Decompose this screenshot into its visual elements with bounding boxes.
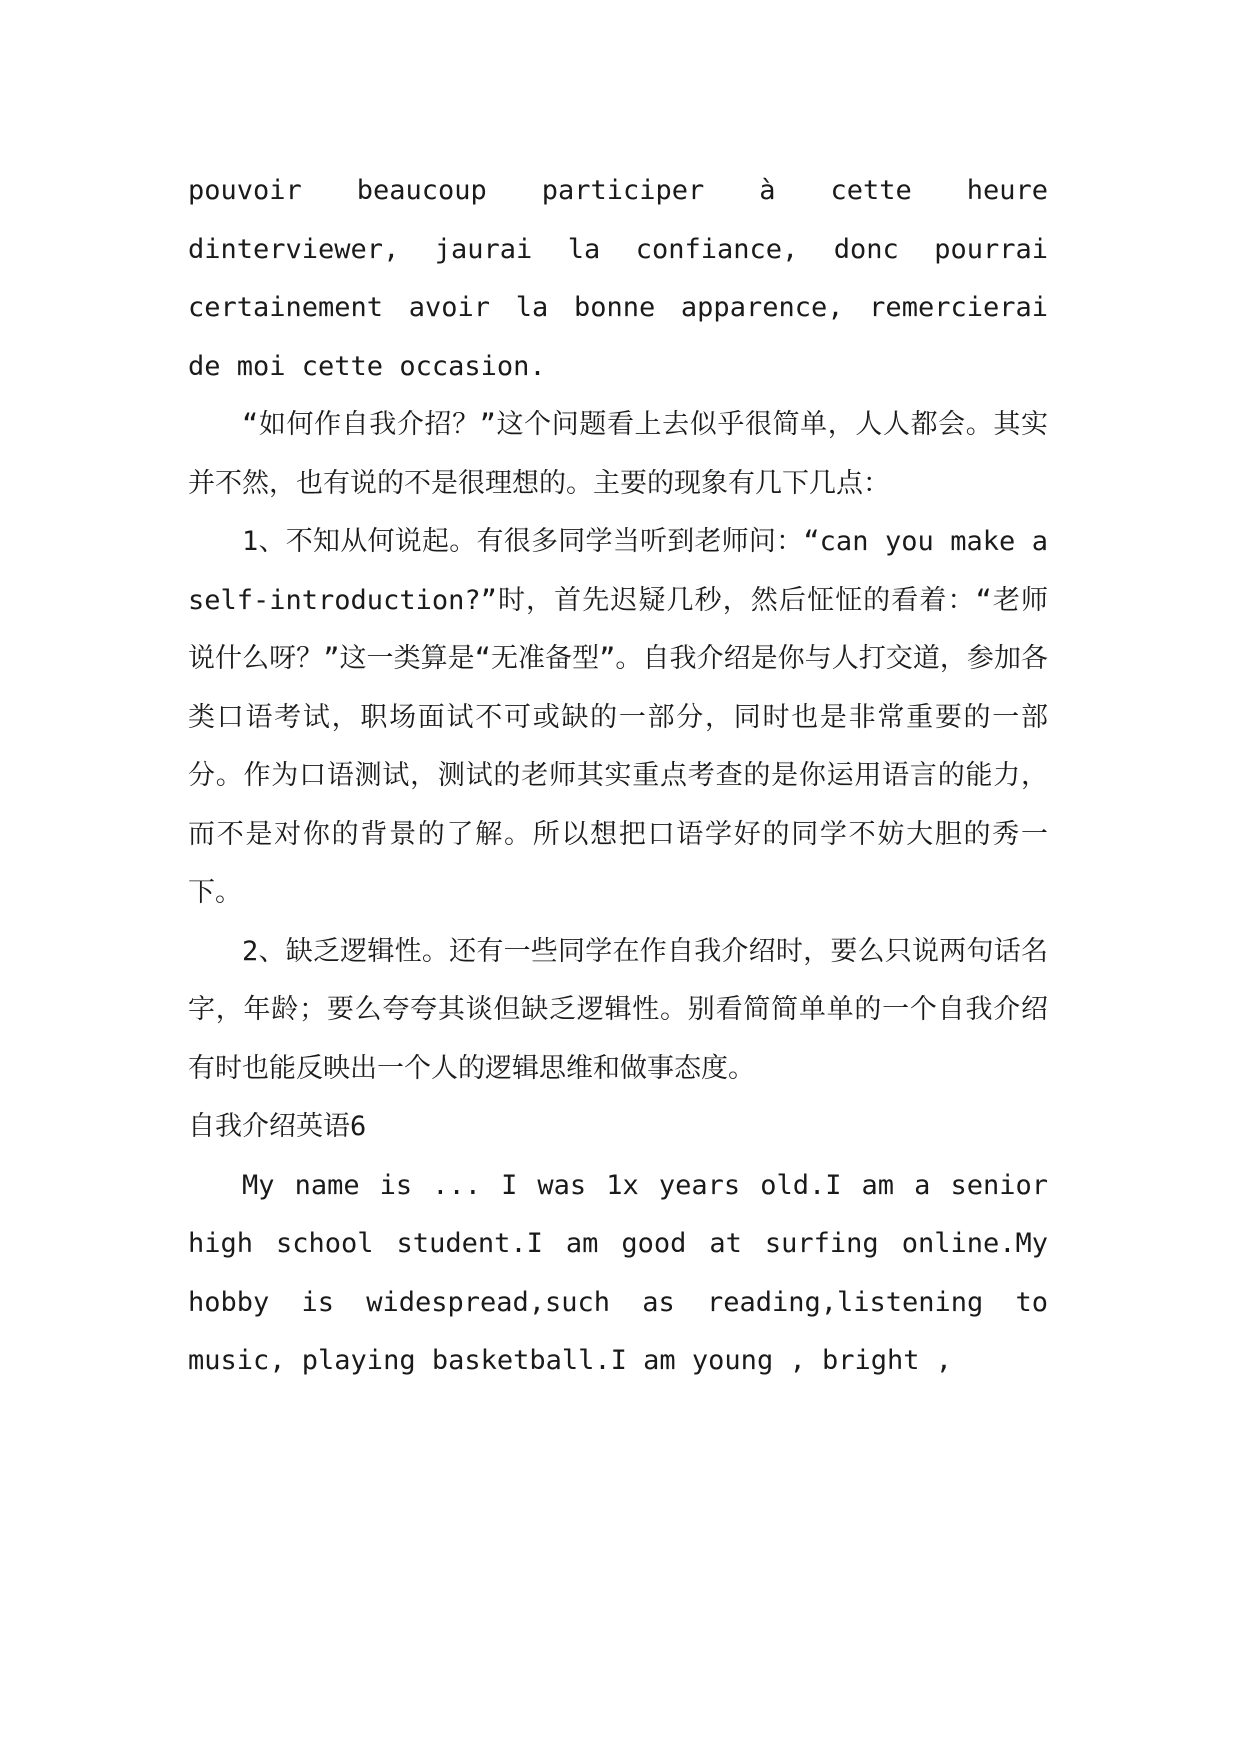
paragraph-english-intro: My name is ... I was 1x years old.I am a senior high school student.I am good at surfing online.My hobby is widespread,such as reading,listening to music, playing basketball.I am young , bright , (188, 1169, 1048, 1376)
paragraph-how-to-introduce: “如何作自我介招？”这个问题看上去似乎很简单，人人都会。其实并不然，也有说的不是很理想的。主要的现象有几下几点： (188, 409, 1048, 499)
paragraph-french-closing: pouvoir beaucoup participer à cette heure dinterviewer, jaurai la confiance, donc pourrai certainement avoir la bonne apparence, remercierai de moi cette occasion. (188, 175, 1048, 382)
document-body (188, 162, 1048, 1391)
paragraph-point-1: 1、不知从何说起。有很多同学当听到老师问：“can you make a self-introduction?”时，首先迟疑几秒，然后怔怔的看着：“老师说什么呀？”这一类算是“无准备型”。自我介绍是你与人打交道，参加各类口语考试，职场面试不可或缺的一部分，同时也是非常重要的一部分。作为口语测试，测试的老师其实重点考查的是你运用语言的能力，而不是对你的背景的了解。所以想把口语学好的同学不妨大胆的秀一下。 (188, 526, 1048, 908)
section-heading: 自我介绍英语6 (188, 1111, 367, 1142)
paragraph-point-2: 2、缺乏逻辑性。还有一些同学在作自我介绍时，要么只说两句话名字，年龄；要么夸夸其谈但缺乏逻辑性。别看简简单单的一个自我介绍有时也能反映出一个人的逻辑思维和做事态度。 (188, 935, 1048, 1084)
